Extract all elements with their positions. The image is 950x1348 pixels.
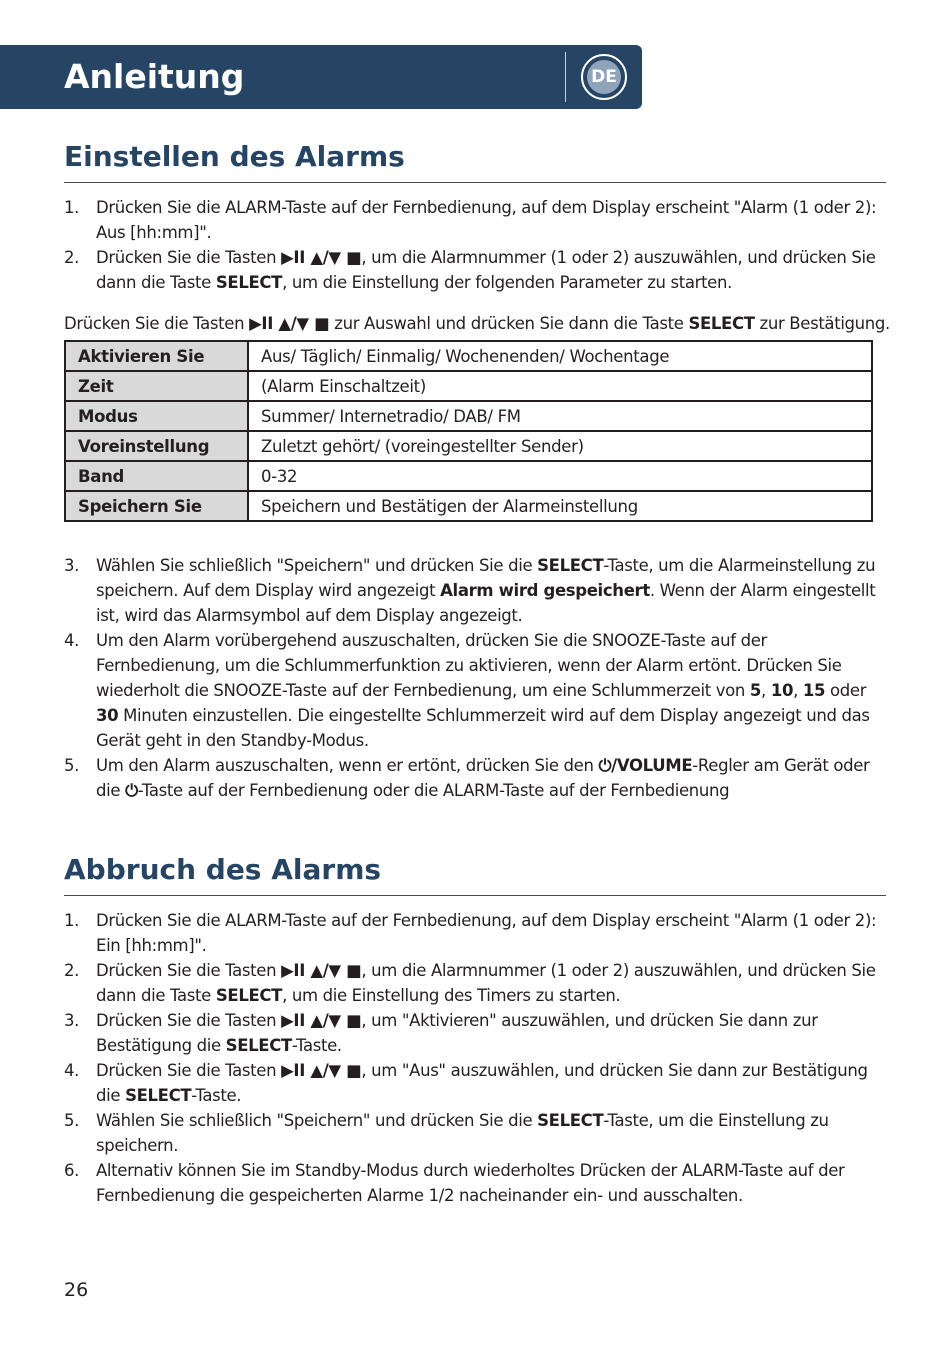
header-divider <box>565 52 566 102</box>
table-row <box>65 491 872 521</box>
list-item-text: Drücken Sie die ALARM-Taste auf der Fernbedienung, auf dem Display erscheint "Alarm (1 oder 2): Aus [hh:mm]". <box>96 198 877 242</box>
section-rule <box>64 895 886 896</box>
list-item-number: 5. <box>64 1111 80 1130</box>
list-item <box>64 1058 894 1108</box>
table-cell-value: 0-32 <box>248 461 872 491</box>
list-item-text: Um den Alarm vorübergehend auszuschalten, drücken Sie die SNOOZE-Taste auf der Fernbedienung, um die Schlummerfunktion zu aktivieren, wenn der Alarm ertönt. Drücken Sie wiederholt die SNOOZE-Taste auf der Fernbedienung, um eine Schlummerzeit von 5, 10, 15 oder 30 Minuten einzustellen. Die eingestellte Schlummerzeit wird auf dem Display angezeigt und das Gerät geht in den Standby-Modus. <box>96 631 870 750</box>
steps-list-a <box>64 195 894 295</box>
list-item-number: 1. <box>64 911 80 930</box>
list-item-number: 3. <box>64 1011 80 1030</box>
list-item <box>64 1158 894 1208</box>
list-item-number: 2. <box>64 248 80 267</box>
list-item <box>64 1108 894 1158</box>
list-item <box>64 195 894 245</box>
table-cell-value: (Alarm Einschaltzeit) <box>248 371 872 401</box>
table-cell-key: Aktivieren Sie <box>65 341 248 371</box>
steps-list-b <box>64 553 894 803</box>
table-cell-key: Voreinstellung <box>65 431 248 461</box>
table-cell-key: Zeit <box>65 371 248 401</box>
alarm-settings-table <box>64 340 873 522</box>
list-item-number: 1. <box>64 198 80 217</box>
language-badge <box>581 54 627 100</box>
page-number: 26 <box>64 1279 89 1301</box>
list-item-text: Alternativ können Sie im Standby-Modus durch wiederholtes Drücken der ALARM-Taste auf der Fernbedienung die gespeicherten Alarme 1/2 nacheinander ein- und ausschalten. <box>96 1161 845 1205</box>
table-row <box>65 341 872 371</box>
selection-instruction: Drücken Sie die Tasten ▶II ▲/▼ ■ zur Auswahl und drücken Sie dann die Taste SELECT zur Bestätigung. <box>64 314 890 333</box>
list-item-text: Um den Alarm auszuschalten, wenn er ertönt, drücken Sie den ⏻/VOLUME-Regler am Gerät oder die ⏻-Taste auf der Fernbedienung oder die ALARM-Taste auf der Fernbedienung <box>96 756 870 800</box>
list-item-number: 4. <box>64 631 80 650</box>
section-rule <box>64 182 886 183</box>
list-item <box>64 1008 894 1058</box>
list-item <box>64 628 894 753</box>
table-cell-key: Modus <box>65 401 248 431</box>
list-item-text: Wählen Sie schließlich "Speichern" und drücken Sie die SELECT-Taste, um die Alarmeinstellung zu speichern. Auf dem Display wird angezeigt Alarm wird gespeichert. Wenn der Alarm eingestellt ist, wird das Alarmsymbol auf dem Display angezeigt. <box>96 556 876 625</box>
list-item-text: Drücken Sie die Tasten ▶II ▲/▼ ■, um "Aus" auszuwählen, und drücken Sie dann zur Bestätigung die SELECT-Taste. <box>96 1061 868 1105</box>
table-cell-value: Aus/ Täglich/ Einmalig/ Wochenenden/ Wochentage <box>248 341 872 371</box>
steps-list-cancel <box>64 908 894 1208</box>
list-item-number: 6. <box>64 1161 80 1180</box>
table-row <box>65 401 872 431</box>
list-item-number: 4. <box>64 1061 80 1080</box>
header-title: Anleitung <box>64 57 245 96</box>
list-item-text: Drücken Sie die Tasten ▶II ▲/▼ ■, um die Alarmnummer (1 oder 2) auszuwählen, und drücken Sie dann die Taste SELECT, um die Einstellung der folgenden Parameter zu starten. <box>96 248 876 292</box>
page-header-bar <box>0 45 642 109</box>
table-cell-key: Band <box>65 461 248 491</box>
table-cell-key: Speichern Sie <box>65 491 248 521</box>
list-item-text: Drücken Sie die Tasten ▶II ▲/▼ ■, um "Aktivieren" auszuwählen, und drücken Sie dann zur Bestätigung die SELECT-Taste. <box>96 1011 818 1055</box>
table-row <box>65 461 872 491</box>
list-item <box>64 753 894 803</box>
list-item-number: 2. <box>64 961 80 980</box>
section-title-einstellen: Einstellen des Alarms <box>64 140 405 173</box>
language-badge-label: DE <box>587 60 621 94</box>
list-item-text: Wählen Sie schließlich "Speichern" und drücken Sie die SELECT-Taste, um die Einstellung zu speichern. <box>96 1111 829 1155</box>
list-item-number: 3. <box>64 556 80 575</box>
list-item <box>64 908 894 958</box>
table-cell-value: Zuletzt gehört/ (voreingestellter Sender) <box>248 431 872 461</box>
table-row <box>65 431 872 461</box>
section-title-abbruch: Abbruch des Alarms <box>64 853 382 886</box>
table-cell-value: Summer/ Internetradio/ DAB/ FM <box>248 401 872 431</box>
list-item-text: Drücken Sie die Tasten ▶II ▲/▼ ■, um die Alarmnummer (1 oder 2) auszuwählen, und drücken Sie dann die Taste SELECT, um die Einstellung des Timers zu starten. <box>96 961 876 1005</box>
list-item-number: 5. <box>64 756 80 775</box>
list-item <box>64 553 894 628</box>
list-item <box>64 245 894 295</box>
list-item <box>64 958 894 1008</box>
table-row <box>65 371 872 401</box>
list-item-text: Drücken Sie die ALARM-Taste auf der Fernbedienung, auf dem Display erscheint "Alarm (1 oder 2): Ein [hh:mm]". <box>96 911 877 955</box>
table-cell-value: Speichern und Bestätigen der Alarmeinstellung <box>248 491 872 521</box>
